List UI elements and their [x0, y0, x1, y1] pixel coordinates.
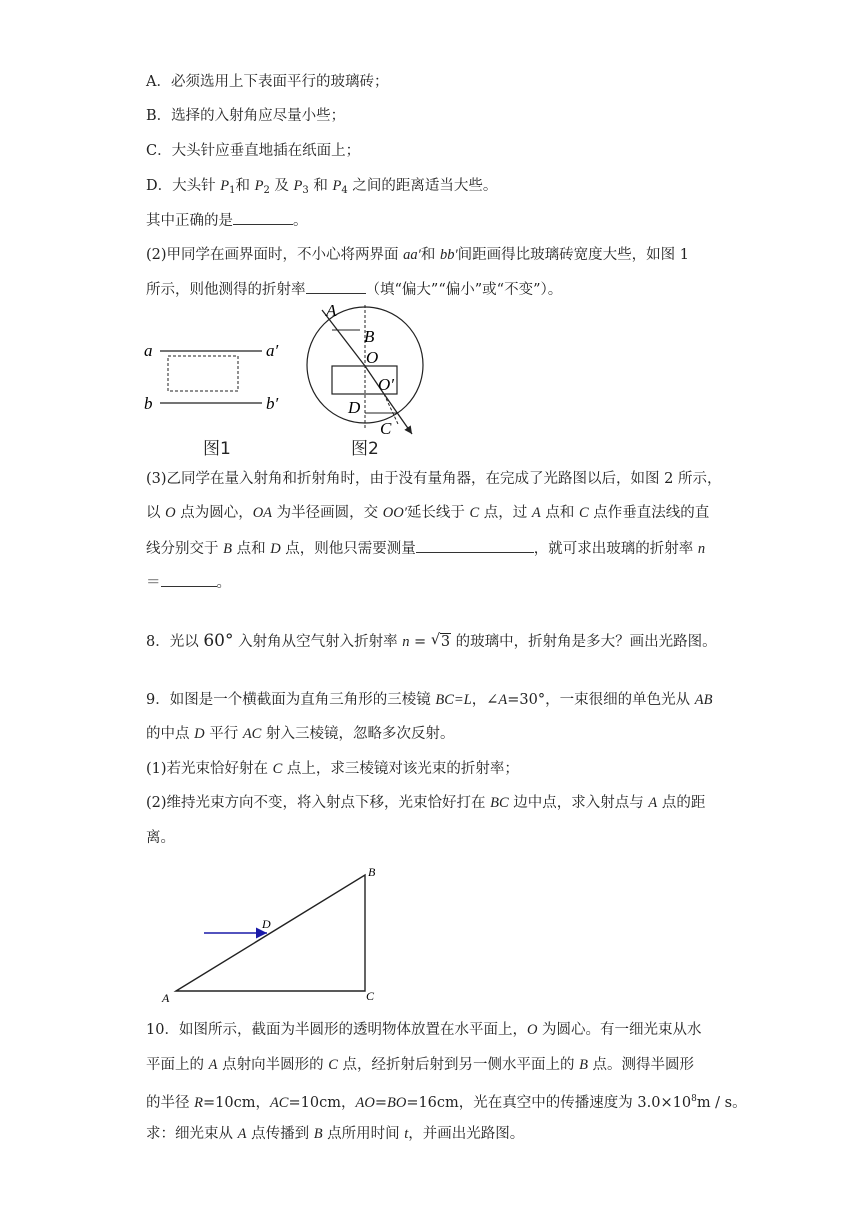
answer-blank	[416, 538, 534, 553]
figure-1	[140, 330, 300, 420]
question-8: 8．光以 60° 入射角从空气射入折射率 n = √ 3 的玻璃中，折射角是多大？画出光路图。	[146, 631, 717, 652]
option-b: B．选择的入射角应尽量小些；	[146, 108, 346, 124]
label-C: C	[366, 989, 375, 1003]
figure-2	[300, 300, 440, 440]
answer-blank	[161, 572, 217, 587]
label-b: b	[144, 394, 153, 413]
q9-line1: 9．如图是一个横截面为直角三角形的三棱镜 BC=L，∠A=30°，一束很细的单色光从 AB	[146, 692, 713, 708]
label-B: B	[368, 865, 376, 879]
label-A: A	[162, 991, 170, 1005]
label-a-prime: a′	[266, 341, 279, 360]
glass-outline	[168, 356, 238, 391]
option-a: A．必须选用上下表面平行的玻璃砖；	[146, 74, 389, 90]
figure-1-caption: 图1	[203, 439, 231, 459]
q9-line2: 的中点 D 平行 AC 射入三棱镜，忽略多次反射。	[146, 726, 455, 742]
q7-part3-line2: 以 O 点为圆心，OA 为半径画圆，交 OO′延长线于 C 点，过 A 点和 C 点作垂直法线的直	[146, 505, 710, 521]
q7-part3-line4: ＝ 。	[146, 572, 231, 593]
q7-part3-line1: (3)乙同学在量入射角和折射角时，由于没有量角器，在完成了光路图以后，如图 2 所示，	[146, 471, 722, 487]
label-b-prime: b′	[266, 394, 279, 413]
label-O-prime: O′	[378, 375, 394, 394]
q7-part2-line1: (2)甲同学在画界面时，不小心将两界面 aa′和 bb′间距画得比玻璃砖宽度大些，如图 1	[146, 247, 689, 263]
label-O: O	[366, 348, 379, 367]
label-a: a	[144, 341, 153, 360]
option-d: D．大头针 $P_1$和 $P_2$ 及 $P_3$ 和 $P_4$ 之间的距离适当大些。	[146, 178, 498, 196]
label-D: D	[262, 917, 271, 931]
answer-blank	[233, 210, 293, 225]
label-A: A	[326, 301, 337, 320]
q7-part2-line2: 所示，则他测得的折射率 （填“偏大”“偏小”或“不变”）。	[146, 279, 562, 300]
q10-line3: 的半径 R=10cm，AC=10cm，AO=BO=16cm，光在真空中的传播速度为 $3.0\times 10^8m / s$。	[146, 1094, 747, 1111]
option-c: C．大头针应垂直地插在纸面上；	[146, 143, 361, 159]
prism-figure	[150, 860, 390, 1010]
figure-2-caption: 图2	[351, 439, 379, 459]
q10-line4: 求：细光束从 A 点传播到 B 点所用时间 t，并画出光路图。	[146, 1126, 525, 1142]
label-D: D	[348, 398, 361, 417]
q7-part3-line3: 线分别交于 B 点和 D 点，则他只需要测量 ，就可求出玻璃的折射率 n	[146, 538, 705, 559]
label-B: B	[364, 327, 375, 346]
q9-line5: 离。	[146, 830, 175, 846]
q9-line4: (2)维持光束方向不变，将入射点下移，光束恰好打在 BC 边中点，求入射点与 A 点的距	[146, 795, 706, 811]
q10-line2: 平面上的 A 点射向半圆形的 C 点，经折射后射到另一侧水平面上的 B 点。测得半圆形	[146, 1057, 695, 1073]
q9-line3: (1)若光束恰好射在 C 点上，求三棱镜对该光束的折射率；	[146, 761, 519, 777]
answer-blank	[306, 279, 366, 294]
q10-line1: 10．如图所示，截面为半圆形的透明物体放置在水平面上，O 为圆心。有一细光束从水	[146, 1022, 702, 1038]
correct-answer-line: 其中正确的是 。	[146, 210, 308, 231]
label-C: C	[380, 419, 392, 438]
